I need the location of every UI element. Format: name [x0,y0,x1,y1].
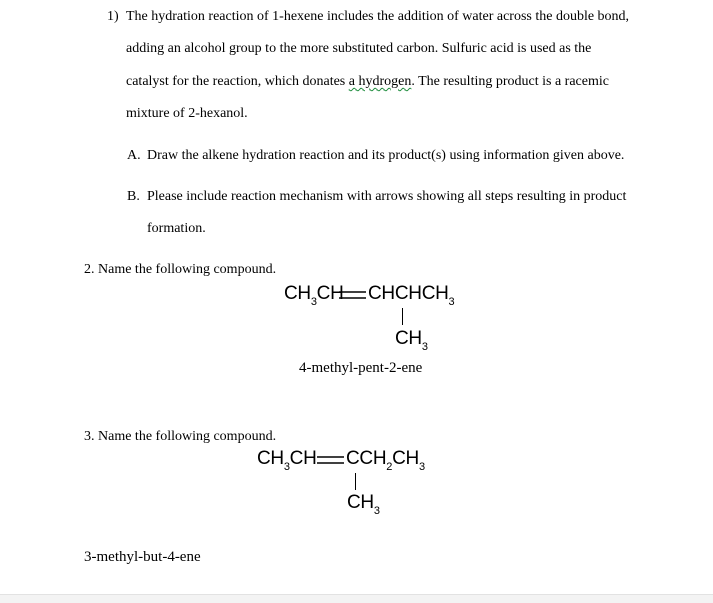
q2-branch-ch: CH [395,328,422,349]
q2-right-ch: CH [421,283,449,304]
part-b-line-1: Please include reaction mechanism with arrows showing all steps resulting in product [147,189,627,204]
q3-left-ch: CH [257,448,284,469]
q1-line-1: The hydration reaction of 1-hexene includes the addition of water across the double bond, [126,9,630,24]
q3-left-sub: 3 [283,461,290,473]
q2-answer: 4-methyl-pent-2-ene [299,360,423,376]
part-b-line-2: formation. [147,221,206,236]
q3-answer: 3-methyl-but-4-ene [84,549,201,565]
q3-double-bond [316,454,345,466]
q2-prompt: 2. Name the following compound. [84,262,277,277]
part-a-label: A. [127,148,141,163]
q3-right-ch3: CH [392,448,419,469]
q2-right-chch: CHCH [368,283,422,304]
q3-right-sub2: 2 [386,461,393,473]
part-b-label: B. [127,189,140,204]
q1-line-2: adding an alcohol group to the more substituted carbon. Sulfuric acid is used as the [126,41,592,56]
q2-left-group [284,283,344,308]
q2-double-bond [338,289,367,301]
q2-branch-bond [402,308,403,325]
q1-number: 1) [107,9,119,24]
q3-left-tail: CH [289,448,317,469]
q2-right-sub: 3 [448,296,455,308]
q3-branch-ch: CH [347,492,374,513]
q3-branch-sub: 3 [373,505,380,517]
q2-branch-sub: 3 [421,341,428,353]
q1-line-3-end: . The resulting product is a racemic [411,74,609,89]
q3-branch-bond [355,473,356,490]
q1-line-3 [126,75,609,89]
q1-line-4: mixture of 2-hexanol. [126,106,248,121]
q3-left-group [257,448,317,473]
q2-left-sub: 3 [310,296,317,308]
part-a-text: Draw the alkene hydration reaction and its product(s) using information given above. [147,148,625,163]
q3-right-ch2: CH [359,448,387,469]
q3-prompt: 3. Name the following compound. [84,429,277,444]
q1-line-3-start: catalyst for the reaction, which donates [126,74,349,89]
q2-left-ch: CH [284,283,311,304]
grammar-flag[interactable]: a hydrogen [348,74,412,89]
q2-branch [395,328,428,353]
q3-branch [347,492,380,517]
q3-right-group [346,448,425,473]
q2-left-tail: CH [316,283,344,304]
q3-right-sub3: 3 [418,461,425,473]
q3-right-c: C [346,448,360,469]
q2-right-group [368,283,455,308]
